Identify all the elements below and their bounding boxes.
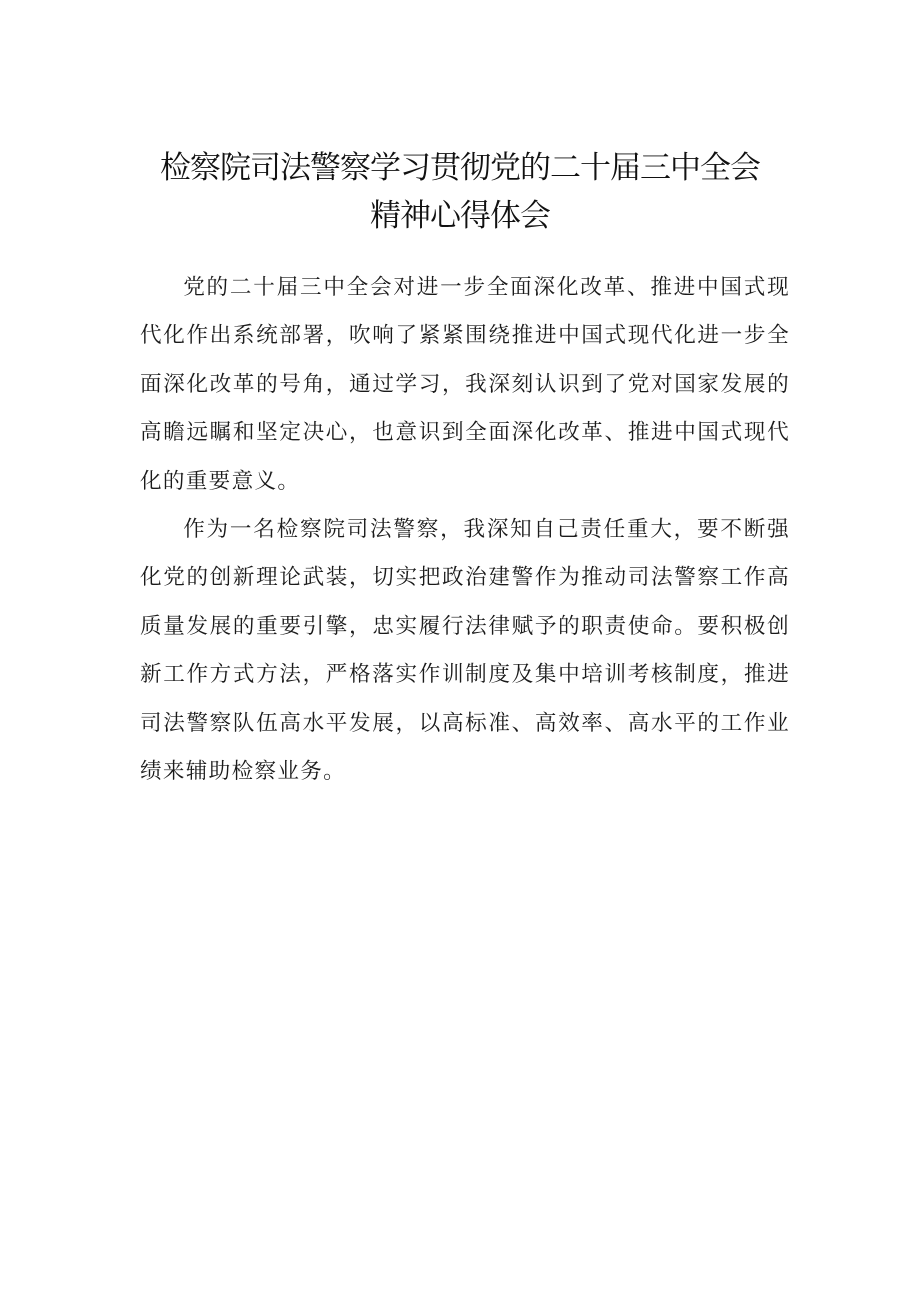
- paragraph-1: 党的二十届三中全会对进一步全面深化改革、推进中国式现代化作出系统部署，吹响了紧紧围绕推进中国式现代化进一步全面深化改革的号角，通过学习，我深刻认识到了党对国家发展的高瞻远瞩和坚定决心，也意识到全面深化改革、推进中国式现代化的重要意义。: [140, 275, 790, 494]
- title-line-2: 精神心得体会: [370, 198, 550, 234]
- document-title: [120, 144, 800, 240]
- paragraph-2: 作为一名检察院司法警察，我深知自己责任重大，要不断强化党的创新理论武装，切实把政治建警作为推动司法警察工作高质量发展的重要引擎，忠实履行法律赋予的职责使命。要积极创新工作方式方法，严格落实作训制度及集中培训考核制度，推进司法警察队伍高水平发展，以高标准、高效率、高水平的工作业绩来辅助检察业务。: [140, 517, 790, 785]
- document-body: [140, 264, 790, 796]
- title-line-1: 检察院司法警察学习贯彻党的二十届三中全会: [160, 150, 760, 186]
